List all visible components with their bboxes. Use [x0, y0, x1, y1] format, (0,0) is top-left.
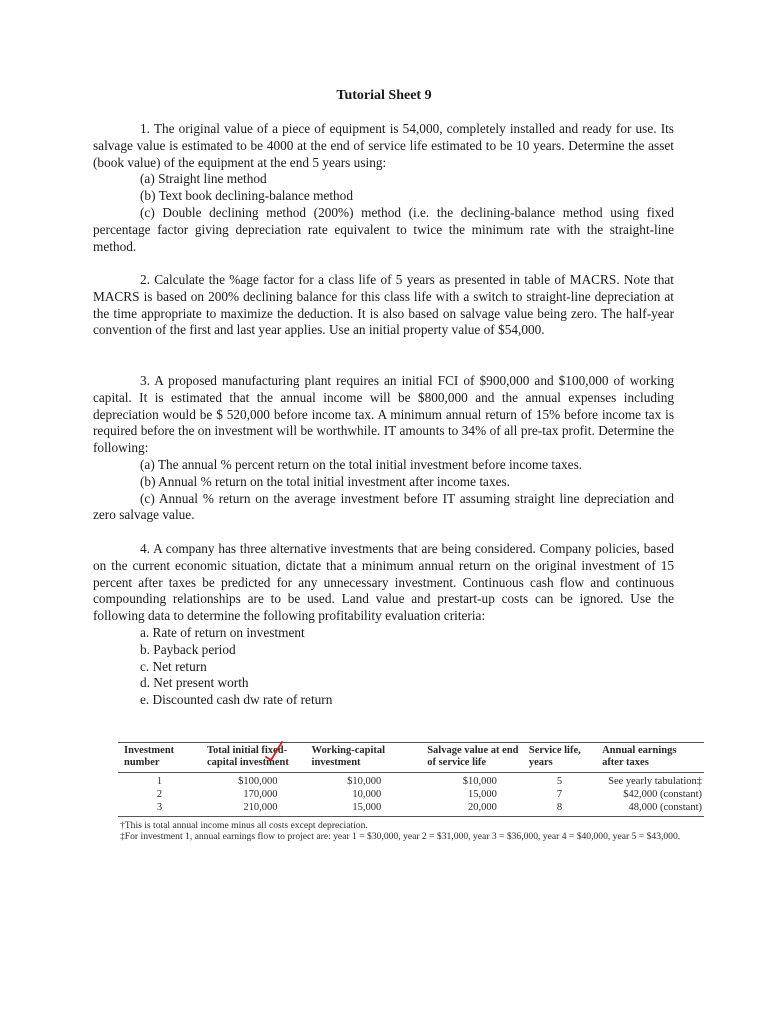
question-3-part-b: (b) Annual % return on the total initial investment after income taxes. [140, 473, 510, 489]
cell-number: 3 [118, 801, 201, 817]
question-4-item-e: e. Discounted cash dw rate of return [140, 692, 333, 708]
cell-fixed-capital: $100,000 [238, 776, 278, 787]
cell-number: 1 [156, 776, 163, 787]
question-1-part-c: (c) Double declining method (200%) method (i.e. the declining-balance method using fixed percentage factor giving depreciation rate equivalent to twice the minimum rate with the straight-line method. [93, 204, 674, 254]
table-row [118, 801, 704, 817]
investment-data-table [118, 742, 704, 817]
investment-data-table-image [118, 742, 706, 842]
question-3-intro: 3. A proposed manufacturing plant requires an initial FCI of $900,000 and $100,000 of working capital. It is estimated that the annual income will be $800,000 and the annual expenses including depreciation would be $ 520,000 before income tax. A minimum annual return of 15% before income tax is required before the on investment will be worthwhile. IT amounts to 34% of all pre-tax profit. Determine the following: [93, 373, 674, 456]
cell-salvage: 20,000 [421, 801, 523, 817]
header-annual-earnings: Annual earnings after taxes [596, 743, 704, 773]
question-4-intro: 4. A company has three alternative investments that are being considered. Company policies, based on the current economic situation, dictate that a minimum annual return on the original investment of 15 percent after taxes be predicted for any unnecessary investment. Continuous cash flow and continuous compounding relationships are to be used. Land value and prestart-up costs can be ignored. Use the following data to determine the following profitability evaluation criteria: [93, 541, 674, 624]
question-1 [93, 121, 674, 255]
cell-number: 2 [156, 789, 163, 800]
question-1-part-a: (a) Straight line method [140, 171, 267, 187]
cell-fixed-capital: 170,000 [243, 789, 278, 800]
question-2-text: 2. Calculate the %age factor for a class life of 5 years as presented in table of MACRS. Note that MACRS is based on 200% declining balance for this class life with a switch to straight-line depreciation at the time appropriate to maximize the deduction. It is also based on salvage value being zero. The half-year convention of the first and last year applies. Use an initial property value of $54,000. [93, 272, 674, 338]
cell-working-capital: $10,000 [347, 776, 382, 787]
header-service-life: Service life, years [523, 743, 596, 773]
table-row [118, 773, 704, 789]
cell-working-capital: 10,000 [352, 789, 382, 800]
question-3 [93, 373, 674, 524]
question-3-part-c: (c) Annual % return on the average investment before IT assuming straight line depreciation and zero salvage value. [93, 490, 674, 523]
header-working-capital: Working-capital investment [306, 743, 422, 773]
red-checkmark-icon [264, 741, 284, 761]
question-4-item-c: c. Net return [140, 658, 207, 674]
footnote-double-dagger: ‡For investment 1, annual earnings flow to project are: year 1 = $30,000, year 2 = $31,000, year 3 = $36,000, year 4 = $40,000, year 5 = $43,000. [120, 831, 681, 842]
question-4-item-d: d. Net present worth [140, 675, 249, 691]
header-fixed-capital: Total initial fixed-capital investment [201, 743, 306, 773]
question-3-part-a: (a) The annual % percent return on the total initial investment before income taxes. [140, 456, 583, 472]
question-1-intro: 1. The original value of a piece of equipment is 54,000, completely installed and ready for use. Its salvage value is estimated to be 4000 at the end of service life estimated to be 10 years. Determine the asset (book value) of the equipment at the end 5 years using: [93, 121, 674, 170]
cell-earnings: See yearly tabulation‡ [608, 776, 702, 787]
cell-fixed-capital: 210,000 [201, 801, 306, 817]
cell-salvage: $10,000 [462, 776, 497, 787]
cell-earnings: 48,000 (constant) [596, 801, 704, 817]
question-2 [93, 272, 674, 339]
cell-salvage: 15,000 [467, 789, 497, 800]
question-4-item-a: a. Rate of return on investment [140, 624, 305, 640]
question-1-part-b: (b) Text book declining-balance method [140, 188, 353, 204]
cell-service-life: 5 [556, 776, 563, 787]
cell-service-life: 8 [523, 801, 596, 817]
table-row [118, 788, 704, 801]
cell-earnings: $42,000 (constant) [623, 789, 702, 800]
footnote-dagger: †This is total annual income minus all costs except depreciation. [120, 820, 368, 831]
question-4-item-b: b. Payback period [140, 641, 236, 657]
question-4 [93, 541, 674, 709]
table-footnotes [118, 820, 706, 842]
page-title: Tutorial Sheet 9 [336, 88, 432, 103]
table-header-row [118, 743, 704, 773]
cell-service-life: 7 [556, 789, 563, 800]
cell-working-capital: 15,000 [306, 801, 422, 817]
header-salvage-value: Salvage value at end of service life [421, 743, 523, 773]
header-investment-number: Investment number [118, 743, 201, 773]
